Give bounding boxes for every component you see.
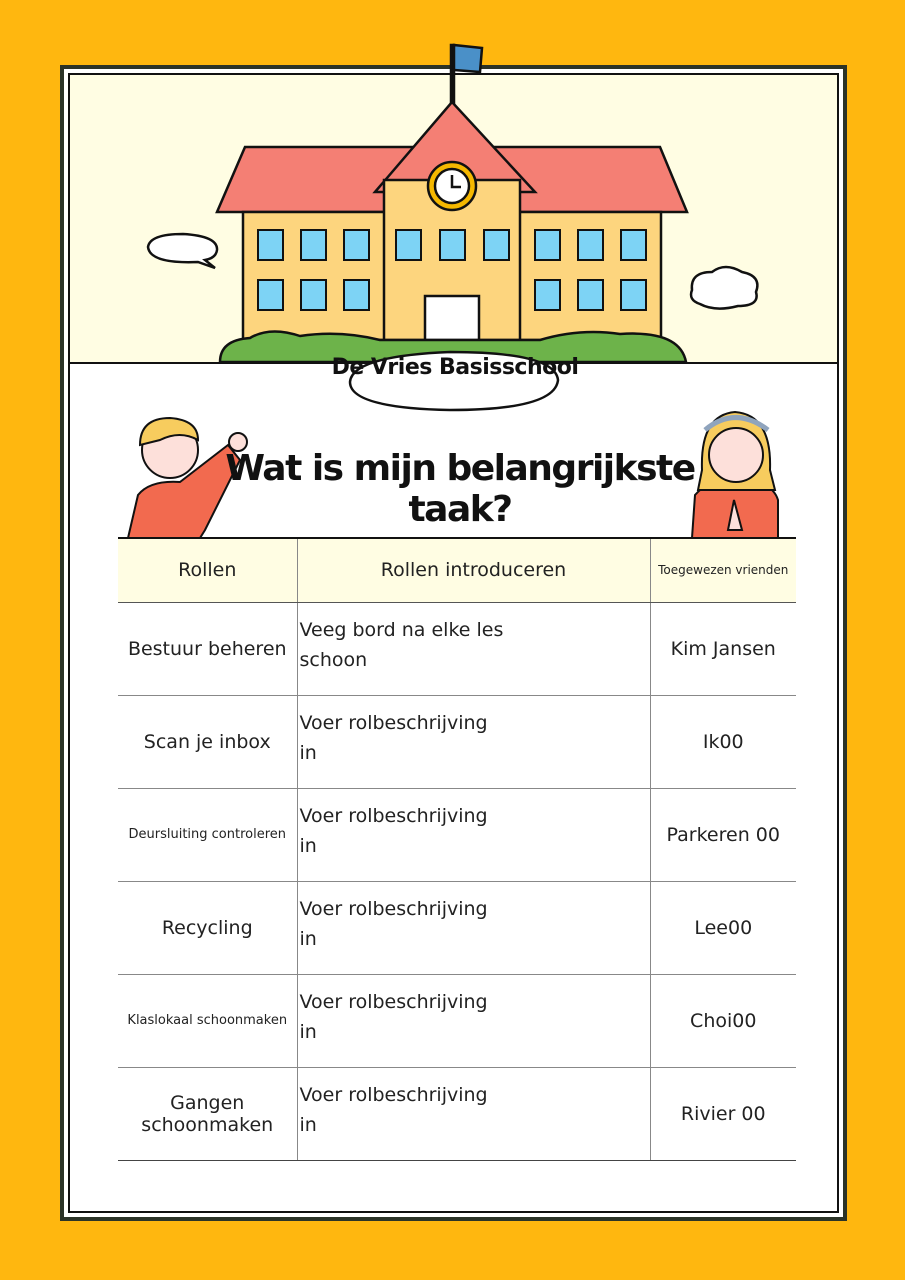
role-cell: Klaslokaal schoonmaken — [118, 974, 297, 1067]
friend-cell: Parkeren 00 — [650, 788, 796, 881]
friend-cell: Kim Jansen — [650, 602, 796, 695]
table-row — [118, 695, 796, 788]
page-title: Wat is mijn belangrijkste taak? — [225, 448, 695, 530]
flag-icon — [454, 45, 482, 72]
header-roles: Rollen — [118, 538, 297, 602]
friend-cell: Lee00 — [650, 881, 796, 974]
role-cell: Deursluiting controleren — [118, 788, 297, 881]
friend-cell: Ik00 — [650, 695, 796, 788]
table-row — [118, 1067, 796, 1160]
description-cell[interactable]: Veeg bord na elke les schoon — [297, 602, 650, 695]
role-cell: Scan je inbox — [118, 695, 297, 788]
table-row — [118, 602, 796, 695]
header-friends: Toegewezen vrienden — [650, 538, 796, 602]
table-row — [118, 974, 796, 1067]
header-description: Rollen introduceren — [297, 538, 650, 602]
role-cell: Bestuur beheren — [118, 602, 297, 695]
friend-cell: Choi00 — [650, 974, 796, 1067]
role-cell: Recycling — [118, 881, 297, 974]
table-row — [118, 788, 796, 881]
description-cell[interactable]: Voer rolbeschrijving in — [297, 1067, 650, 1160]
description-cell[interactable]: Voer rolbeschrijving in — [297, 695, 650, 788]
description-cell[interactable]: Voer rolbeschrijving in — [297, 881, 650, 974]
description-cell[interactable]: Voer rolbeschrijving in — [297, 788, 650, 881]
role-cell: Gangen schoonmaken — [118, 1067, 297, 1160]
table-header-row — [118, 538, 796, 602]
table-row — [118, 881, 796, 974]
description-cell[interactable]: Voer rolbeschrijving in — [297, 974, 650, 1067]
friend-cell: Rivier 00 — [650, 1067, 796, 1160]
roles-table — [118, 537, 796, 1161]
school-name: De Vries Basisschool — [331, 355, 579, 380]
